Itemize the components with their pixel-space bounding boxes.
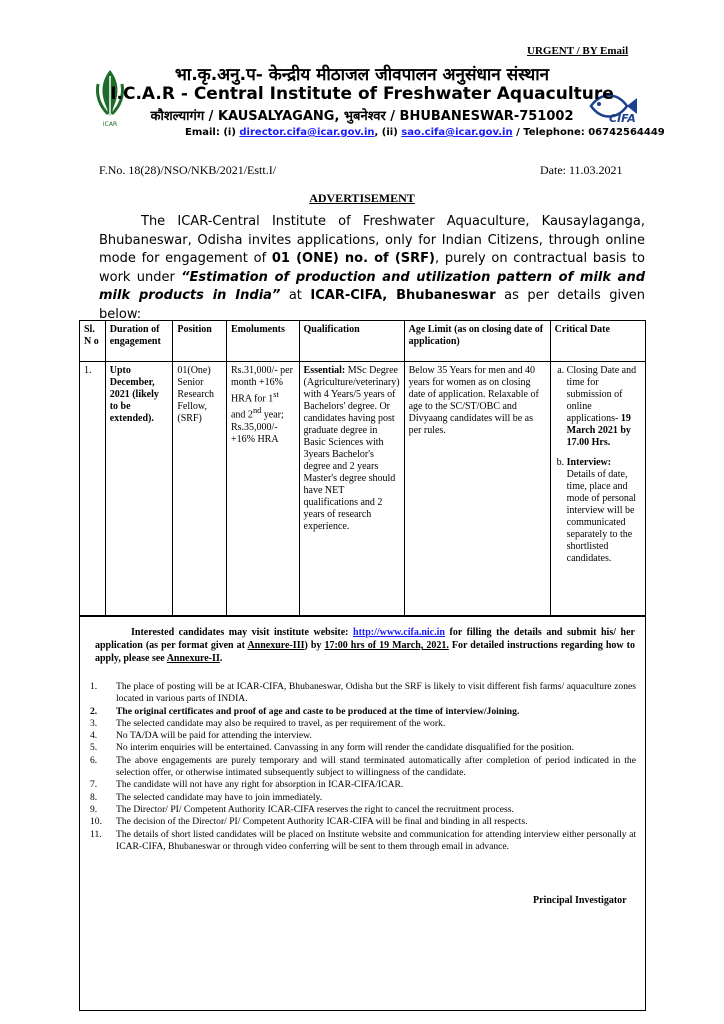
header-position: Position bbox=[173, 321, 227, 362]
emoluments-text-2: and 2 bbox=[230, 409, 253, 421]
list-item bbox=[90, 829, 636, 854]
item-text: The above engagements are purely temporary and will stand terminated automatically after completion of period indicated in the selection offer, or otherwise intimated subsequently subject to willingness of the candidate. bbox=[116, 754, 636, 779]
intro-paragraph bbox=[99, 213, 645, 324]
item-number: 2. bbox=[90, 705, 98, 717]
emoluments-text-3: year; Rs.35,000/- +16% HRA bbox=[230, 409, 284, 445]
item-text: The decision of the Director/ PI/ Competent Authority ICAR-CIFA will be final and binding in all respects. bbox=[116, 816, 528, 828]
table-row bbox=[80, 362, 646, 616]
list-item bbox=[90, 742, 636, 754]
intro-text-4: as per details given below: bbox=[99, 288, 645, 322]
list-item bbox=[90, 755, 636, 780]
details-table bbox=[79, 320, 646, 616]
apply-text-3: ) by bbox=[304, 640, 325, 651]
intro-text-3: at bbox=[280, 288, 311, 303]
contact-line bbox=[185, 127, 665, 138]
intro-post-count: 01 (ONE) no. of (SRF) bbox=[271, 251, 435, 266]
annexure-iii-ref: Annexure-III bbox=[247, 640, 305, 651]
list-item bbox=[90, 681, 636, 706]
item-number: 6. bbox=[90, 754, 98, 766]
closing-date-text: Closing Date and time for submission of online applications- bbox=[566, 365, 637, 424]
interview-text: Details of date, time, place and mode of personal interview will be communicated separately to the shortlisted candidates. bbox=[566, 469, 637, 564]
item-text: The candidate will not have any right for absorption in ICAR-CIFA/ICAR. bbox=[116, 779, 404, 791]
emoluments-sup-2: nd bbox=[252, 406, 262, 416]
apply-text-5: . bbox=[219, 653, 223, 664]
critical-date-list bbox=[555, 365, 641, 565]
table-header-row bbox=[80, 321, 646, 362]
advertisement-title: ADVERTISEMENT bbox=[309, 191, 415, 205]
list-item bbox=[90, 718, 636, 730]
apply-instructions bbox=[95, 626, 635, 665]
intro-text-2: , purely on contractual basis to work under bbox=[99, 251, 645, 285]
header-duration: Duration of engagement bbox=[105, 321, 173, 362]
email-separator: , (ii) bbox=[374, 127, 402, 138]
item-number: 10. bbox=[90, 816, 102, 828]
list-item bbox=[90, 816, 636, 828]
director-email-link[interactable]: director.cifa@icar.gov.in bbox=[239, 127, 375, 138]
list-item bbox=[90, 792, 636, 804]
emoluments-sup-1: st bbox=[273, 390, 279, 399]
critical-date-interview bbox=[567, 457, 641, 565]
cell-critical-date bbox=[550, 362, 645, 616]
institute-address: कौशल्यागंग / KAUSALYAGANG, भुबनेश्वर / BHUBANESWAR-751002 bbox=[150, 109, 574, 124]
intro-project-title: “Estimation of production and utilization pattern of milk and milk products in India” bbox=[99, 269, 646, 303]
list-item bbox=[90, 804, 636, 816]
intro-text-1: The ICAR-Central Institute of Freshwater Aquaculture, Kausaylaganga, Bhubaneswar, Odisha invites applications, only for Indian Citizens, through online mode for engagement of bbox=[99, 214, 645, 266]
urgent-label: URGENT / BY Email bbox=[527, 45, 629, 57]
apply-text-1: Interested candidates may visit institute website: bbox=[131, 627, 354, 638]
cell-duration: Upto December, 2021 (likely to be extended). bbox=[105, 362, 173, 616]
cell-qualification bbox=[299, 362, 404, 616]
list-item bbox=[90, 730, 636, 742]
item-text: The selected candidate may also be required to travel, as per requirement of the work. bbox=[116, 717, 446, 729]
cell-sl-no: 1. bbox=[80, 362, 106, 616]
header-age-limit: Age Limit (as on closing date of application) bbox=[404, 321, 550, 362]
item-text: The Director/ PI/ Competent Authority ICAR-CIFA reserves the right to cancel the recruitment process. bbox=[116, 803, 514, 815]
interview-label: Interview: bbox=[566, 457, 612, 468]
qualification-text: MSc Degree (Agriculture/veterinary) with 4 Years/5 years of Bachelors' degree. Or candidates having post graduate degree in Basic Sciences with 3years Bachelor's degree and 2 years Master's degree should have NET qualifications and 2 years of research experience. bbox=[303, 365, 400, 532]
cell-age-limit: Below 35 Years for men and 40 years for women as on closing date of application. Relaxable of age to the SC/ST/OBC and Divyaang candidates will be as per rules. bbox=[404, 362, 550, 616]
item-text: The place of posting will be at ICAR-CIFA, Bhubaneswar, Odisha but the SRF is likely to visit different fish farms/ aquaculture zones located in various parts of INDIA. bbox=[116, 681, 636, 705]
terms-list bbox=[90, 681, 636, 853]
item-number: 9. bbox=[90, 803, 98, 815]
header-qualification: Qualification bbox=[299, 321, 404, 362]
closing-date-value: 19 March 2021 by 17.00 Hrs. bbox=[566, 413, 631, 448]
institute-title: I.C.A.R - Central Institute of Freshwater Aquaculture bbox=[110, 84, 614, 104]
list-item bbox=[90, 779, 636, 791]
header-emoluments: Emoluments bbox=[226, 321, 299, 362]
signature-designation: Principal Investigator bbox=[533, 895, 627, 906]
institute-hindi-title: भा.कृ.अनु.प- केन्द्रीय मीठाजल जीवपालन अनुसंधान संस्थान bbox=[174, 65, 550, 85]
cifa-logo-text: CIFA bbox=[609, 112, 636, 125]
list-item bbox=[90, 706, 636, 718]
file-number: F.No. 18(28)/NSO/NKB/2021/Estt.I/ bbox=[99, 163, 277, 177]
email-label: Email: (i) bbox=[185, 127, 240, 138]
item-text: No interim enquiries will be entertained. Canvassing in any form will render the candidate disqualified for the position. bbox=[116, 742, 574, 754]
critical-date-closing bbox=[567, 365, 641, 449]
annexure-ii-ref: Annexure-II bbox=[166, 653, 220, 664]
svg-text:ICAR: ICAR bbox=[102, 121, 118, 128]
sao-email-link[interactable]: sao.cifa@icar.gov.in bbox=[401, 127, 513, 138]
apply-text-2: for filling the details and submit his/ her application (as per format given at bbox=[95, 627, 635, 651]
apply-deadline: 17:00 hrs of 19 March, 2021. bbox=[324, 640, 449, 651]
emoluments-text-1: Rs.31,000/- per month +16% HRA for 1 bbox=[230, 365, 293, 405]
header-critical-date: Critical Date bbox=[550, 321, 645, 362]
intro-place: ICAR-CIFA, Bhubaneswar bbox=[310, 288, 496, 303]
header-sl-no: Sl. N o bbox=[80, 321, 106, 362]
cell-emoluments bbox=[226, 362, 299, 616]
item-text: No TA/DA will be paid for attending the interview. bbox=[116, 730, 312, 742]
item-text: The selected candidate may have to join immediately. bbox=[116, 791, 323, 803]
item-text: The details of short listed candidates will be placed on Institute website and communication for attending interview either personally at ICAR-CIFA, Bhubaneswar or through video conferring will be sent to them through email in advance. bbox=[116, 828, 636, 852]
item-text: The original certificates and proof of age and caste to be produced at the time of interview/Joining. bbox=[116, 705, 520, 717]
item-number: 4. bbox=[90, 730, 98, 742]
apply-text-4: For detailed instructions regarding how to apply, please see bbox=[95, 640, 635, 664]
qualification-label: Essential: bbox=[303, 365, 346, 376]
telephone: / Telephone: 06742564449 bbox=[512, 127, 665, 138]
document-date: Date: 11.03.2021 bbox=[540, 163, 623, 177]
item-number: 3. bbox=[90, 717, 98, 729]
item-number: 11. bbox=[90, 828, 102, 840]
item-number: 5. bbox=[90, 742, 98, 754]
item-number: 7. bbox=[90, 779, 98, 791]
item-number: 8. bbox=[90, 791, 98, 803]
item-number: 1. bbox=[90, 681, 98, 692]
institute-website-link[interactable]: http://www.cifa.nic.in bbox=[353, 627, 445, 638]
cell-position: 01(One) Senior Research Fellow, (SRF) bbox=[173, 362, 227, 616]
